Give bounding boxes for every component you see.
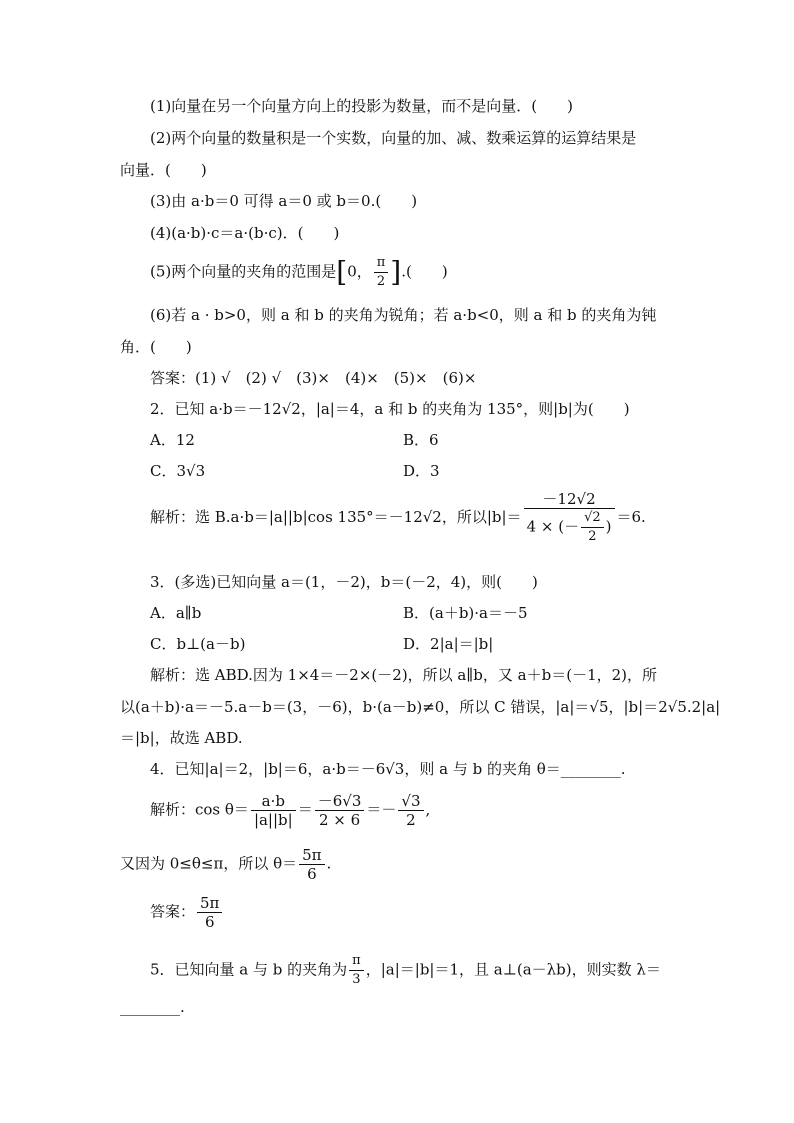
- q3-solution-3: ＝|b|，故选 ABD.: [120, 729, 243, 747]
- frac-den: 2: [376, 274, 386, 289]
- q1-statement-3: (3)由 a·b＝0 可得 a＝0 或 b＝0.( ): [150, 192, 418, 210]
- pi-over-3: [349, 952, 364, 989]
- frac-num: －6√3: [315, 792, 365, 811]
- q1-answer: 答案：(1) √ (2) √ (3)× (4)× (5)× (6)×: [150, 369, 477, 387]
- q3-option-c: C．b⊥(a－b): [150, 635, 246, 653]
- q3-stem: 3．(多选)已知向量 a＝(1，－2)，b＝(－2，4)，则( ): [150, 573, 538, 591]
- frac-den: 6: [307, 865, 317, 883]
- q1-statement-2-cont: 向量．( ): [120, 161, 207, 179]
- q1-statement-1: (1)向量在另一个向量方向上的投影为数量，而不是向量．( ): [150, 97, 573, 115]
- q2-solution: [150, 490, 646, 546]
- frac-den: 2: [406, 811, 416, 829]
- answer-fraction: [197, 894, 222, 931]
- fraction-1: [251, 792, 296, 829]
- q4-answer-label: 答案：: [150, 902, 196, 921]
- fraction-3: [398, 792, 423, 829]
- q1-statement-6: (6)若 a · b>0，则 a 和 b 的夹角为锐角；若 a·b<0，则 a 和 b 的夹角为钝: [150, 306, 657, 324]
- inner-fraction: [581, 509, 604, 546]
- frac-den: 4 × (－ $\frac{√2}{2}$ ): [526, 510, 612, 544]
- q4-sol-post: ,: [425, 800, 431, 819]
- den-prefix: 4 ×: [526, 517, 559, 536]
- pi-over-2: [374, 254, 389, 291]
- q4-solution: 解析：cos θ＝ $\frac{a\cdot b}{|a||b|}$ ＝ $\frac{-6√3}{2 \times 6}$ ＝－ $\frac{√3}{2}$ ,: [150, 792, 431, 829]
- frac-num: π: [374, 254, 389, 273]
- frac-den: |a||b|: [253, 811, 293, 829]
- q1-s5-text: (5)两个向量的夹角的范围是: [150, 262, 337, 281]
- frac-num: a·b: [251, 792, 296, 811]
- q1-statement-4: (4)(a·b)·c＝a·(b·c)．( ): [150, 224, 340, 242]
- q2-option-d: D．3: [403, 462, 440, 480]
- q1-statement-5: [150, 254, 448, 291]
- frac-den: 6: [204, 913, 215, 931]
- frac-den: 2: [588, 529, 597, 544]
- q5-stem-post: ，|a|＝|b|＝1，且 a⊥(a－λb)，则实数 λ＝: [365, 960, 661, 979]
- q3-option-a: A．a∥b: [150, 604, 202, 622]
- q2-option-c: C．3√3: [150, 462, 206, 480]
- q5-answer-blank: ________.: [120, 998, 185, 1016]
- q1-statement-2: (2)两个向量的数量积是一个实数，向量的加、减、数乘运算的运算结果是: [150, 129, 637, 147]
- q1-s5-post: .( ): [401, 262, 448, 281]
- q4-answer: [150, 894, 224, 931]
- q5-stem: [150, 952, 661, 989]
- frac-num: 5π: [197, 894, 222, 913]
- q2-option-b: B．6: [403, 431, 439, 449]
- q4-stem: 4．已知|a|＝2，|b|＝6，a·b＝－6√3，则 a 与 b 的夹角 θ＝________.: [150, 760, 626, 778]
- left-bracket: [: [336, 255, 348, 289]
- q2-sol-text: 解析：选 B.a·b＝|a||b|cos 135°＝－12√2，所以|b|＝: [150, 508, 522, 526]
- q2-fraction: [524, 490, 615, 546]
- q4-conclusion: 又因为 0≤θ≤π，所以 θ＝ $\frac{5\pi}{6}$ .: [120, 846, 332, 883]
- frac-den: 2 × 6: [318, 811, 361, 829]
- fraction-5pi-6: [299, 846, 324, 883]
- frac-num: －12√2: [524, 490, 615, 509]
- q5-stem-text: 5．已知向量 a 与 b 的夹角为: [150, 960, 348, 979]
- q3-solution-1: 解析：选 ABD.因为 1×4＝－2×(－2)，所以 a∥b，又 a＋b＝(－1，2)，所: [150, 666, 658, 684]
- q3-option-b: B．(a＋b)·a＝－5: [403, 604, 528, 622]
- q3-option-d: D．2|a|＝|b|: [403, 635, 494, 653]
- q1-statement-6-cont: 角．( ): [120, 338, 192, 356]
- q4-sol-text: 解析：cos θ＝: [150, 800, 249, 819]
- q1-s5-left: 0，: [347, 262, 372, 281]
- q2-option-a: A．12: [150, 431, 195, 449]
- q2-stem: 2．已知 a·b＝－12√2，|a|＝4，a 和 b 的夹角为 135°，则|b|为( ): [150, 400, 630, 418]
- q2-sol-post: ＝6.: [616, 508, 646, 526]
- frac-num: √3: [398, 792, 423, 811]
- frac-num: π: [349, 952, 364, 971]
- q4-line2-text: 又因为 0≤θ≤π，所以 θ＝: [120, 854, 298, 873]
- fraction-2: [315, 792, 365, 829]
- frac-den: 3: [352, 972, 361, 987]
- q3-solution-2: 以(a＋b)·a＝－5.a－b＝(3，－6)，b·(a－b)≠0，所以 C 错误，|a|＝√5，|b|＝2√5.2|a|: [120, 698, 721, 716]
- frac-num: 5π: [299, 846, 324, 865]
- frac-num: √2: [581, 509, 604, 528]
- right-bracket: ]: [390, 255, 402, 289]
